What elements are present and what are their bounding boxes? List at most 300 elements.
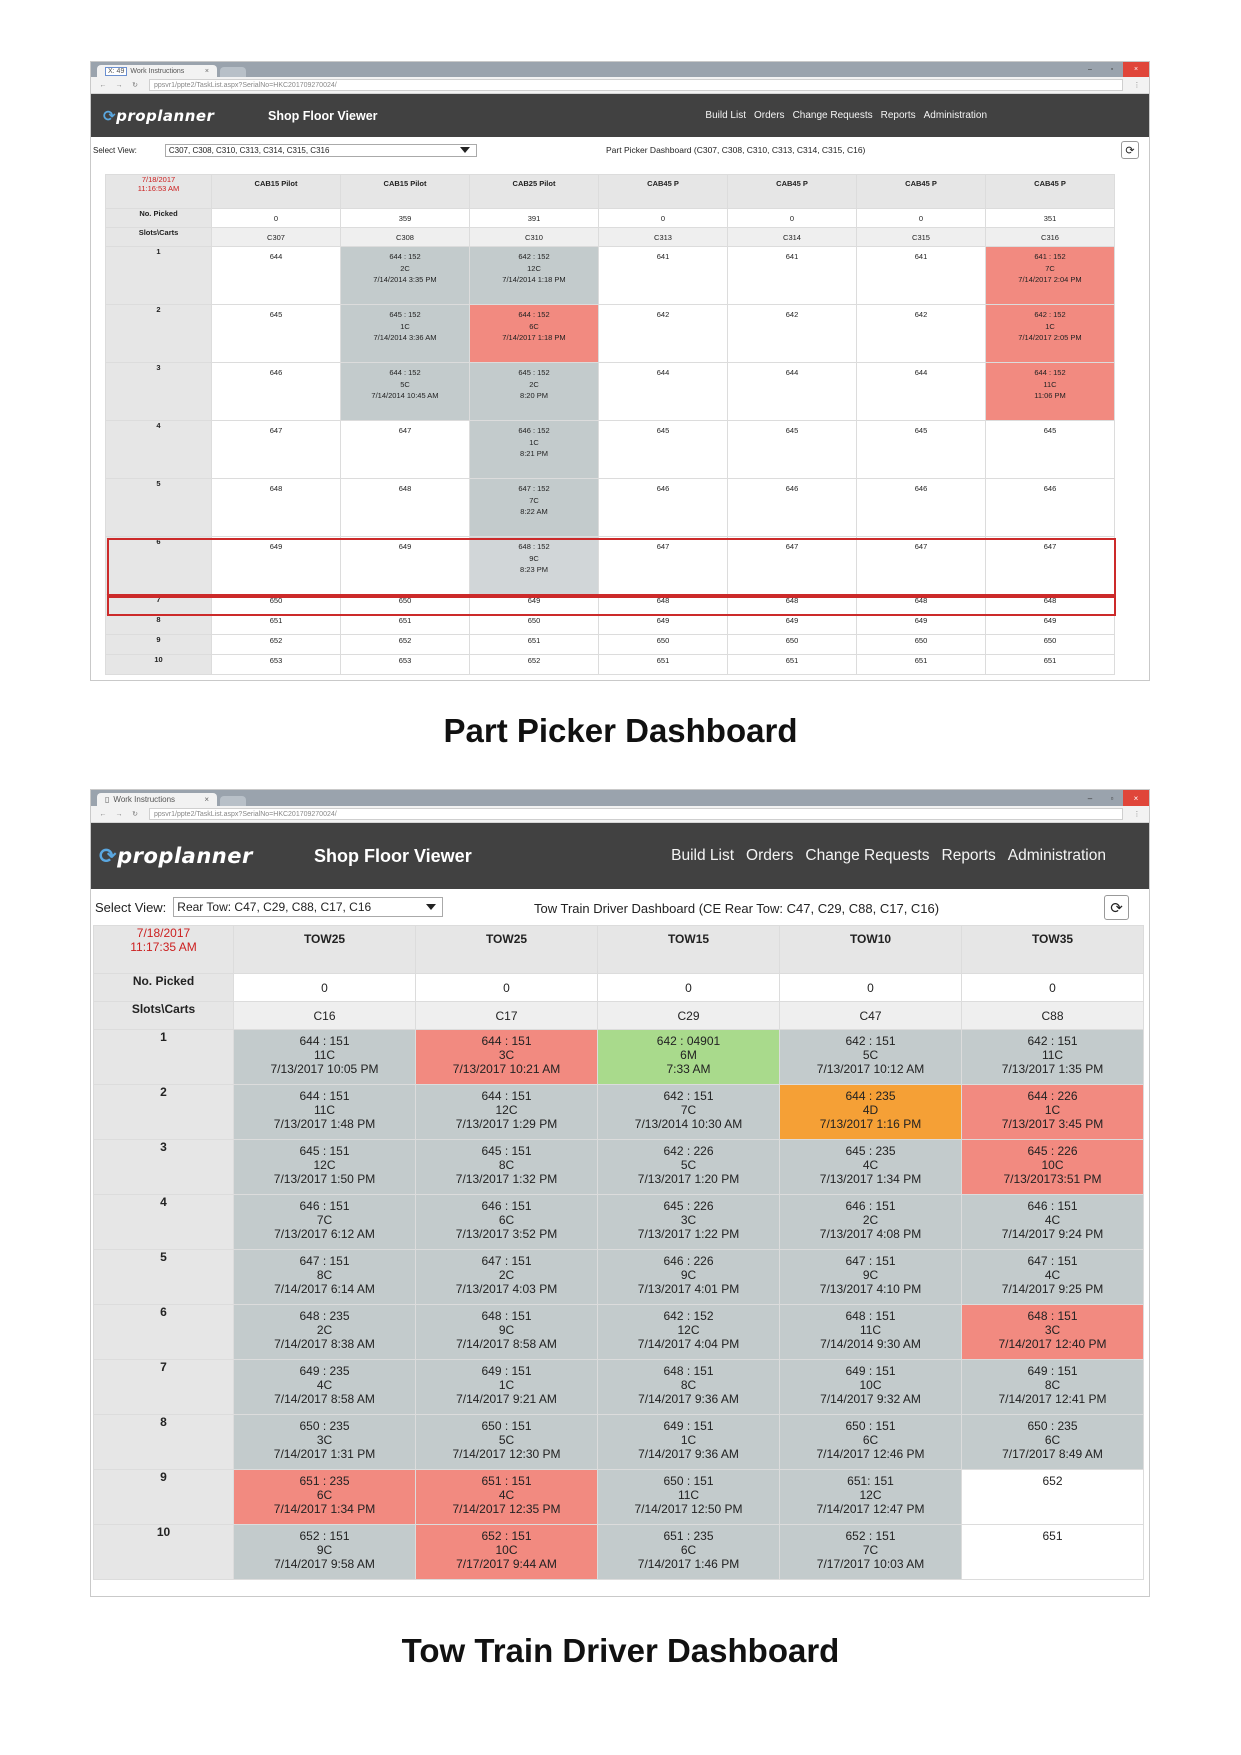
tab-close-icon[interactable]: ×: [204, 67, 209, 75]
cell-line: 7/14/2014 9:30 AM: [820, 1336, 921, 1351]
nav-build-list[interactable]: Build List: [671, 847, 735, 864]
tow-train-caption: Tow Train Driver Dashboard: [401, 1632, 840, 1669]
cell-line: 645 : 152: [389, 310, 421, 319]
timestamp-time: 11:16:53 AM: [137, 184, 180, 193]
picked-count: 351: [986, 209, 1115, 228]
cell-line: 8:23 PM: [520, 565, 548, 575]
slot-cell[interactable]: [234, 1415, 416, 1470]
cell-line: 645 : 235: [845, 1144, 896, 1158]
slot-cell[interactable]: [416, 1305, 598, 1360]
url-field[interactable]: [149, 808, 1123, 820]
tab-title: Work Instructions: [130, 67, 185, 75]
cell-line: 645: [1043, 426, 1057, 435]
slot-number: 7: [106, 595, 212, 615]
slot-cell[interactable]: [341, 247, 470, 305]
cell-line: 644: [914, 368, 928, 377]
slot-cell[interactable]: [986, 537, 1115, 595]
cell-line: 7/14/2017 1:34 PM: [273, 1501, 376, 1516]
slot-number: 3: [106, 363, 212, 421]
cell-line: 7/14/2014 3:36 AM: [373, 333, 437, 343]
new-tab-button[interactable]: [220, 796, 246, 806]
slot-cell[interactable]: [416, 1470, 598, 1525]
url-field[interactable]: [149, 79, 1123, 91]
slot-cell[interactable]: [962, 1360, 1144, 1415]
cell-line: 7/14/2017 9:36 AM: [638, 1446, 739, 1461]
nav-orders[interactable]: Orders: [754, 110, 785, 121]
cell-line: 647: [656, 542, 670, 551]
proplanner-logo: [103, 107, 258, 125]
slot-cell[interactable]: [234, 1525, 416, 1580]
cell-line: 650 : 235: [1027, 1419, 1078, 1433]
slot-cell[interactable]: [212, 305, 341, 363]
cell-line: 7/14/2017 2:05 PM: [1018, 333, 1082, 343]
slot-cell[interactable]: [780, 1305, 962, 1360]
slot-cell[interactable]: [212, 247, 341, 305]
slot-cell[interactable]: [728, 655, 857, 675]
slot-cell[interactable]: [986, 635, 1115, 655]
cell-line: 646 : 151: [481, 1199, 532, 1213]
cell-line: 4C: [862, 1157, 879, 1172]
slot-cell[interactable]: [598, 1140, 780, 1195]
cell-line: 12C: [527, 263, 541, 273]
slot-cell[interactable]: [986, 615, 1115, 635]
nav-reports[interactable]: Reports: [880, 110, 916, 121]
cart-id: C315: [857, 228, 986, 247]
nav-reports[interactable]: Reports: [941, 847, 996, 864]
browser-menu-icon[interactable]: ⋮: [1133, 82, 1141, 89]
reload-icon[interactable]: ↻: [132, 82, 138, 89]
cell-line: 644 : 152: [1034, 368, 1066, 377]
cell-line: 1C: [498, 1377, 515, 1392]
slot-cell[interactable]: [857, 655, 986, 675]
slot-cell[interactable]: [962, 1085, 1144, 1140]
cell-line: 11C: [677, 1487, 700, 1502]
slot-cell[interactable]: [470, 537, 599, 595]
slot-cell[interactable]: [234, 1195, 416, 1250]
url-text: ppsvr1/ppte2/TaskList.aspx?SerialNo=HKC201709270024/: [154, 81, 337, 89]
maximize-icon[interactable]: ▫: [1110, 66, 1114, 73]
cell-line: 7/14/2017 8:38 AM: [274, 1336, 375, 1351]
slot-cell[interactable]: [212, 363, 341, 421]
slot-cell[interactable]: [598, 1085, 780, 1140]
slot-cell[interactable]: [780, 1030, 962, 1085]
slot-cell[interactable]: [728, 421, 857, 479]
slot-cell[interactable]: [962, 1195, 1144, 1250]
cell-line: 6C: [498, 1212, 515, 1227]
slot-cell[interactable]: [416, 1140, 598, 1195]
cell-line: 11:06 PM: [1034, 391, 1066, 401]
slot-number: 6: [94, 1305, 234, 1360]
cell-line: 6M: [680, 1047, 697, 1062]
cell-line: 645: [269, 310, 283, 319]
refresh-button[interactable]: [1121, 141, 1139, 159]
cell-line: 646: [785, 484, 799, 493]
cell-line: 7/14/2017 9:21 AM: [456, 1391, 557, 1406]
slot-cell[interactable]: [780, 1195, 962, 1250]
back-arrow-icon[interactable]: ←: [99, 81, 107, 89]
slot-cell[interactable]: [780, 1415, 962, 1470]
cell-line: 9C: [862, 1267, 879, 1282]
cell-line: 7/14/2017 9:25 PM: [1001, 1281, 1104, 1296]
cell-line: 644 : 152: [518, 310, 550, 319]
cell-line: 9C: [498, 1322, 515, 1337]
column-header: TOW25: [234, 926, 416, 974]
slot-cell[interactable]: [962, 1470, 1144, 1525]
slot-cell[interactable]: [416, 1085, 598, 1140]
view-select[interactable]: [165, 144, 477, 157]
cell-line: 646: [269, 368, 283, 377]
slot-cell[interactable]: [599, 247, 728, 305]
browser-tab[interactable]: [97, 793, 217, 806]
refresh-icon: ⟳: [1110, 899, 1123, 917]
slot-cell[interactable]: [962, 1140, 1144, 1195]
slot-number: 10: [106, 655, 212, 675]
slot-cell[interactable]: [986, 421, 1115, 479]
cell-line: 647: [398, 426, 412, 435]
slot-cell[interactable]: [728, 479, 857, 537]
nav-orders[interactable]: Orders: [746, 847, 794, 864]
slot-cell[interactable]: [986, 479, 1115, 537]
cell-line: 651: 151: [847, 1474, 894, 1488]
cell-line: 2C: [316, 1322, 333, 1337]
slot-cell[interactable]: [416, 1030, 598, 1085]
slot-cell[interactable]: [780, 1085, 962, 1140]
cell-line: 1C: [529, 437, 539, 447]
cell-line: 645 : 151: [481, 1144, 532, 1158]
slot-cell[interactable]: [416, 1415, 598, 1470]
slot-cell[interactable]: [728, 635, 857, 655]
picked-count: 391: [470, 209, 599, 228]
slot-cell[interactable]: [599, 363, 728, 421]
cell-line: 652: [1042, 1474, 1063, 1488]
cell-line: 652: [269, 636, 283, 645]
slot-cell[interactable]: [986, 595, 1115, 615]
slot-cell[interactable]: [780, 1360, 962, 1415]
slot-cell[interactable]: [857, 595, 986, 615]
slot-cell[interactable]: [212, 595, 341, 615]
cell-line: 645 : 151: [299, 1144, 350, 1158]
slot-cell[interactable]: [470, 595, 599, 615]
column-header: CAB15 Pilot: [341, 175, 470, 209]
slot-cell[interactable]: [857, 363, 986, 421]
slots-carts-label: Slots\Carts: [106, 228, 212, 247]
back-arrow-icon[interactable]: ←: [99, 810, 107, 818]
cell-line: 650 : 235: [299, 1419, 350, 1433]
cell-line: 653: [269, 656, 283, 665]
dashboard-title: Part Picker Dashboard (C307, C308, C310, C313, C314, C315, C16): [606, 145, 866, 155]
cell-line: 652: [398, 636, 412, 645]
slot-cell[interactable]: [598, 1305, 780, 1360]
close-window-icon[interactable]: ×: [1123, 62, 1149, 77]
slot-cell[interactable]: [857, 247, 986, 305]
cell-line: 647 : 151: [845, 1254, 896, 1268]
slot-cell[interactable]: [962, 1415, 1144, 1470]
picked-count: 0: [780, 974, 962, 1002]
cell-line: 7/14/2017 12:30 PM: [452, 1446, 561, 1461]
cell-line: 8C: [1044, 1377, 1061, 1392]
cell-line: 647: [914, 542, 928, 551]
slot-cell[interactable]: [416, 1195, 598, 1250]
forward-arrow-icon[interactable]: →: [115, 81, 123, 89]
cell-line: 642 : 151: [1027, 1034, 1078, 1048]
picked-count: 0: [728, 209, 857, 228]
slot-cell[interactable]: [341, 305, 470, 363]
slot-cell[interactable]: [341, 537, 470, 595]
cell-line: 7/14/2017 12:47 PM: [816, 1501, 925, 1516]
cell-line: 650: [785, 636, 799, 645]
cell-line: 12C: [495, 1102, 518, 1117]
slot-number: 7: [94, 1360, 234, 1415]
column-header: TOW25: [416, 926, 598, 974]
cell-line: 7/14/2017 1:46 PM: [637, 1556, 740, 1571]
cell-line: 1C: [1045, 321, 1055, 331]
cell-line: 647 : 152: [518, 484, 550, 493]
cell-line: 7/13/2017 10:21 AM: [452, 1061, 561, 1076]
cell-line: 650: [269, 596, 283, 605]
slot-cell[interactable]: [470, 655, 599, 675]
slot-cell[interactable]: [728, 615, 857, 635]
view-select[interactable]: [173, 897, 443, 917]
slot-cell[interactable]: [598, 1415, 780, 1470]
cell-line: 645 : 226: [663, 1199, 714, 1213]
slot-cell[interactable]: [599, 479, 728, 537]
close-window-icon[interactable]: ×: [1123, 790, 1149, 806]
cart-id: C308: [341, 228, 470, 247]
slot-cell[interactable]: [857, 305, 986, 363]
slot-cell[interactable]: [234, 1030, 416, 1085]
picked-count: 359: [341, 209, 470, 228]
minimize-icon[interactable]: –: [1088, 66, 1092, 73]
column-header: CAB45 P: [599, 175, 728, 209]
cell-line: 7/17/2017 10:03 AM: [816, 1556, 925, 1571]
slot-cell[interactable]: [986, 305, 1115, 363]
cell-line: 3C: [498, 1047, 515, 1062]
forward-arrow-icon[interactable]: →: [115, 810, 123, 818]
slot-cell[interactable]: [341, 421, 470, 479]
slot-cell[interactable]: [212, 479, 341, 537]
browser-menu-icon[interactable]: ⋮: [1133, 811, 1141, 818]
slot-cell[interactable]: [857, 479, 986, 537]
browser-tab-bar: [91, 790, 1149, 806]
slot-number: 8: [94, 1415, 234, 1470]
cell-line: 648 : 151: [1027, 1309, 1078, 1323]
cell-line: 649 : 151: [481, 1364, 532, 1378]
slot-cell[interactable]: [962, 1305, 1144, 1360]
cell-line: 648 : 235: [299, 1309, 350, 1323]
app-title: Shop Floor Viewer: [268, 108, 378, 123]
dashboard-timestamp: [94, 926, 234, 974]
slot-cell[interactable]: [470, 363, 599, 421]
cell-line: 647 : 151: [1027, 1254, 1078, 1268]
slot-cell[interactable]: [598, 1525, 780, 1580]
nav-administration[interactable]: Administration: [1007, 847, 1106, 864]
slot-cell[interactable]: [598, 1470, 780, 1525]
slot-cell[interactable]: [857, 635, 986, 655]
slot-cell[interactable]: [416, 1360, 598, 1415]
tab-close-icon[interactable]: ×: [204, 795, 209, 804]
cell-line: 2C: [529, 379, 539, 389]
slot-cell[interactable]: [728, 363, 857, 421]
cell-line: 646: [656, 484, 670, 493]
tab-title: Work Instructions: [113, 795, 176, 804]
cell-line: 7/13/2017 1:50 PM: [273, 1171, 376, 1186]
slot-cell[interactable]: [341, 479, 470, 537]
slot-cell[interactable]: [341, 363, 470, 421]
slot-cell[interactable]: [234, 1140, 416, 1195]
part-picker-caption: Part Picker Dashboard: [443, 712, 798, 749]
cell-line: 648: [785, 596, 799, 605]
cell-line: 647 : 151: [481, 1254, 532, 1268]
cell-line: 650 : 151: [845, 1419, 896, 1433]
reload-icon[interactable]: ↻: [132, 811, 138, 818]
cell-line: 7/14/2017 1:31 PM: [273, 1446, 376, 1461]
slot-cell[interactable]: [728, 537, 857, 595]
slot-cell[interactable]: [341, 615, 470, 635]
cell-line: 12C: [677, 1322, 700, 1337]
browser-tab[interactable]: [97, 65, 217, 77]
slot-cell[interactable]: [341, 635, 470, 655]
slot-cell[interactable]: [598, 1030, 780, 1085]
cell-line: 641: [914, 252, 928, 261]
slot-cell[interactable]: [470, 635, 599, 655]
address-bar: [91, 77, 1149, 94]
slot-cell[interactable]: [962, 1250, 1144, 1305]
slot-cell[interactable]: [598, 1360, 780, 1415]
slot-cell[interactable]: [780, 1525, 962, 1580]
slot-cell[interactable]: [234, 1360, 416, 1415]
slot-cell[interactable]: [728, 305, 857, 363]
slot-cell[interactable]: [470, 615, 599, 635]
new-tab-button[interactable]: [220, 67, 246, 77]
slot-cell[interactable]: [234, 1305, 416, 1360]
cell-line: 5C: [498, 1432, 515, 1447]
slot-cell[interactable]: [212, 421, 341, 479]
slot-cell[interactable]: [341, 655, 470, 675]
slot-cell[interactable]: [599, 635, 728, 655]
slot-cell[interactable]: [857, 615, 986, 635]
slot-cell[interactable]: [857, 537, 986, 595]
slot-cell[interactable]: [780, 1470, 962, 1525]
nav-change-requests[interactable]: Change Requests: [805, 847, 930, 864]
view-select-value: C307, C308, C310, C313, C314, C315, C316: [168, 145, 330, 155]
slot-cell[interactable]: [212, 615, 341, 635]
tow-train-grid: [93, 925, 1144, 1580]
slot-cell[interactable]: [234, 1250, 416, 1305]
slot-number: 4: [106, 421, 212, 479]
slots-carts-label: Slots\Carts: [94, 1002, 234, 1030]
cell-line: 7/14/2017 4:04 PM: [637, 1336, 740, 1351]
cell-line: 7C: [680, 1102, 697, 1117]
cell-line: 649: [914, 616, 928, 625]
slot-cell[interactable]: [599, 595, 728, 615]
slot-cell[interactable]: [212, 537, 341, 595]
column-header: TOW10: [780, 926, 962, 974]
picked-count: 0: [416, 974, 598, 1002]
timestamp-date: 7/18/2017: [136, 926, 191, 940]
cell-line: 3C: [680, 1212, 697, 1227]
cell-line: 7/14/2017 12:50 PM: [634, 1501, 743, 1516]
cell-line: 651: [914, 656, 928, 665]
nav-change-requests[interactable]: Change Requests: [792, 110, 873, 121]
slot-number: 8: [106, 615, 212, 635]
slot-cell[interactable]: [962, 1525, 1144, 1580]
slot-cell[interactable]: [234, 1085, 416, 1140]
dashboard-title: Tow Train Driver Dashboard (CE Rear Tow: C47, C29, C88, C17, C16): [534, 901, 940, 916]
nav-build-list[interactable]: Build List: [705, 110, 746, 121]
slot-cell[interactable]: [599, 305, 728, 363]
logo-swirl-icon: ⟳: [99, 844, 118, 868]
slot-cell[interactable]: [599, 615, 728, 635]
cell-line: 7/13/2017 10:05 PM: [270, 1061, 379, 1076]
slot-cell[interactable]: [470, 479, 599, 537]
cell-line: 651: [1043, 656, 1057, 665]
cell-line: 650: [1043, 636, 1057, 645]
cell-line: 644 : 226: [1027, 1089, 1078, 1103]
cell-line: 7/13/2017 1:20 PM: [637, 1171, 740, 1186]
slot-cell[interactable]: [598, 1195, 780, 1250]
cell-line: 644 : 151: [299, 1034, 350, 1048]
address-bar: [91, 806, 1149, 823]
slot-cell[interactable]: [986, 655, 1115, 675]
slot-cell[interactable]: [212, 635, 341, 655]
slot-cell[interactable]: [470, 247, 599, 305]
cell-line: 7/14/2017 8:58 AM: [274, 1391, 375, 1406]
slot-cell[interactable]: [234, 1470, 416, 1525]
cell-line: 652 : 151: [481, 1529, 532, 1543]
slot-number: 6: [106, 537, 212, 595]
minimize-icon[interactable]: –: [1087, 793, 1093, 803]
slot-cell[interactable]: [962, 1030, 1144, 1085]
cell-line: 650: [914, 636, 928, 645]
slot-cell[interactable]: [598, 1250, 780, 1305]
slot-cell[interactable]: [780, 1140, 962, 1195]
slot-cell[interactable]: [212, 655, 341, 675]
slot-cell[interactable]: [416, 1525, 598, 1580]
slot-cell[interactable]: [341, 595, 470, 615]
cell-line: 7/17/2017 8:49 AM: [1002, 1446, 1103, 1461]
nav-administration[interactable]: Administration: [923, 110, 987, 121]
cell-line: 649: [785, 616, 799, 625]
cell-line: 650: [398, 596, 412, 605]
slot-cell[interactable]: [599, 537, 728, 595]
maximize-icon[interactable]: ▫: [1110, 793, 1114, 803]
slot-cell[interactable]: [780, 1250, 962, 1305]
part-picker-screenshot: [90, 61, 1150, 681]
chevron-down-icon: [460, 147, 470, 153]
slot-cell[interactable]: [599, 655, 728, 675]
column-header: CAB45 P: [857, 175, 986, 209]
cell-line: 9C: [316, 1542, 333, 1557]
cell-line: 642: [656, 310, 670, 319]
slot-cell[interactable]: [986, 363, 1115, 421]
slot-cell[interactable]: [857, 421, 986, 479]
cell-line: 2C: [400, 263, 410, 273]
cell-line: 1C: [680, 1432, 697, 1447]
slot-cell[interactable]: [470, 305, 599, 363]
slot-cell[interactable]: [470, 421, 599, 479]
slot-cell[interactable]: [728, 247, 857, 305]
slot-cell[interactable]: [728, 595, 857, 615]
slot-cell[interactable]: [599, 421, 728, 479]
slot-number: 9: [94, 1470, 234, 1525]
refresh-button[interactable]: [1104, 895, 1129, 920]
cell-line: 1C: [1044, 1102, 1061, 1117]
refresh-icon: ⟳: [1125, 144, 1135, 157]
slot-cell[interactable]: [986, 247, 1115, 305]
cell-line: 5C: [400, 379, 410, 389]
slot-cell[interactable]: [416, 1250, 598, 1305]
cell-line: 7:33 AM: [666, 1061, 711, 1076]
